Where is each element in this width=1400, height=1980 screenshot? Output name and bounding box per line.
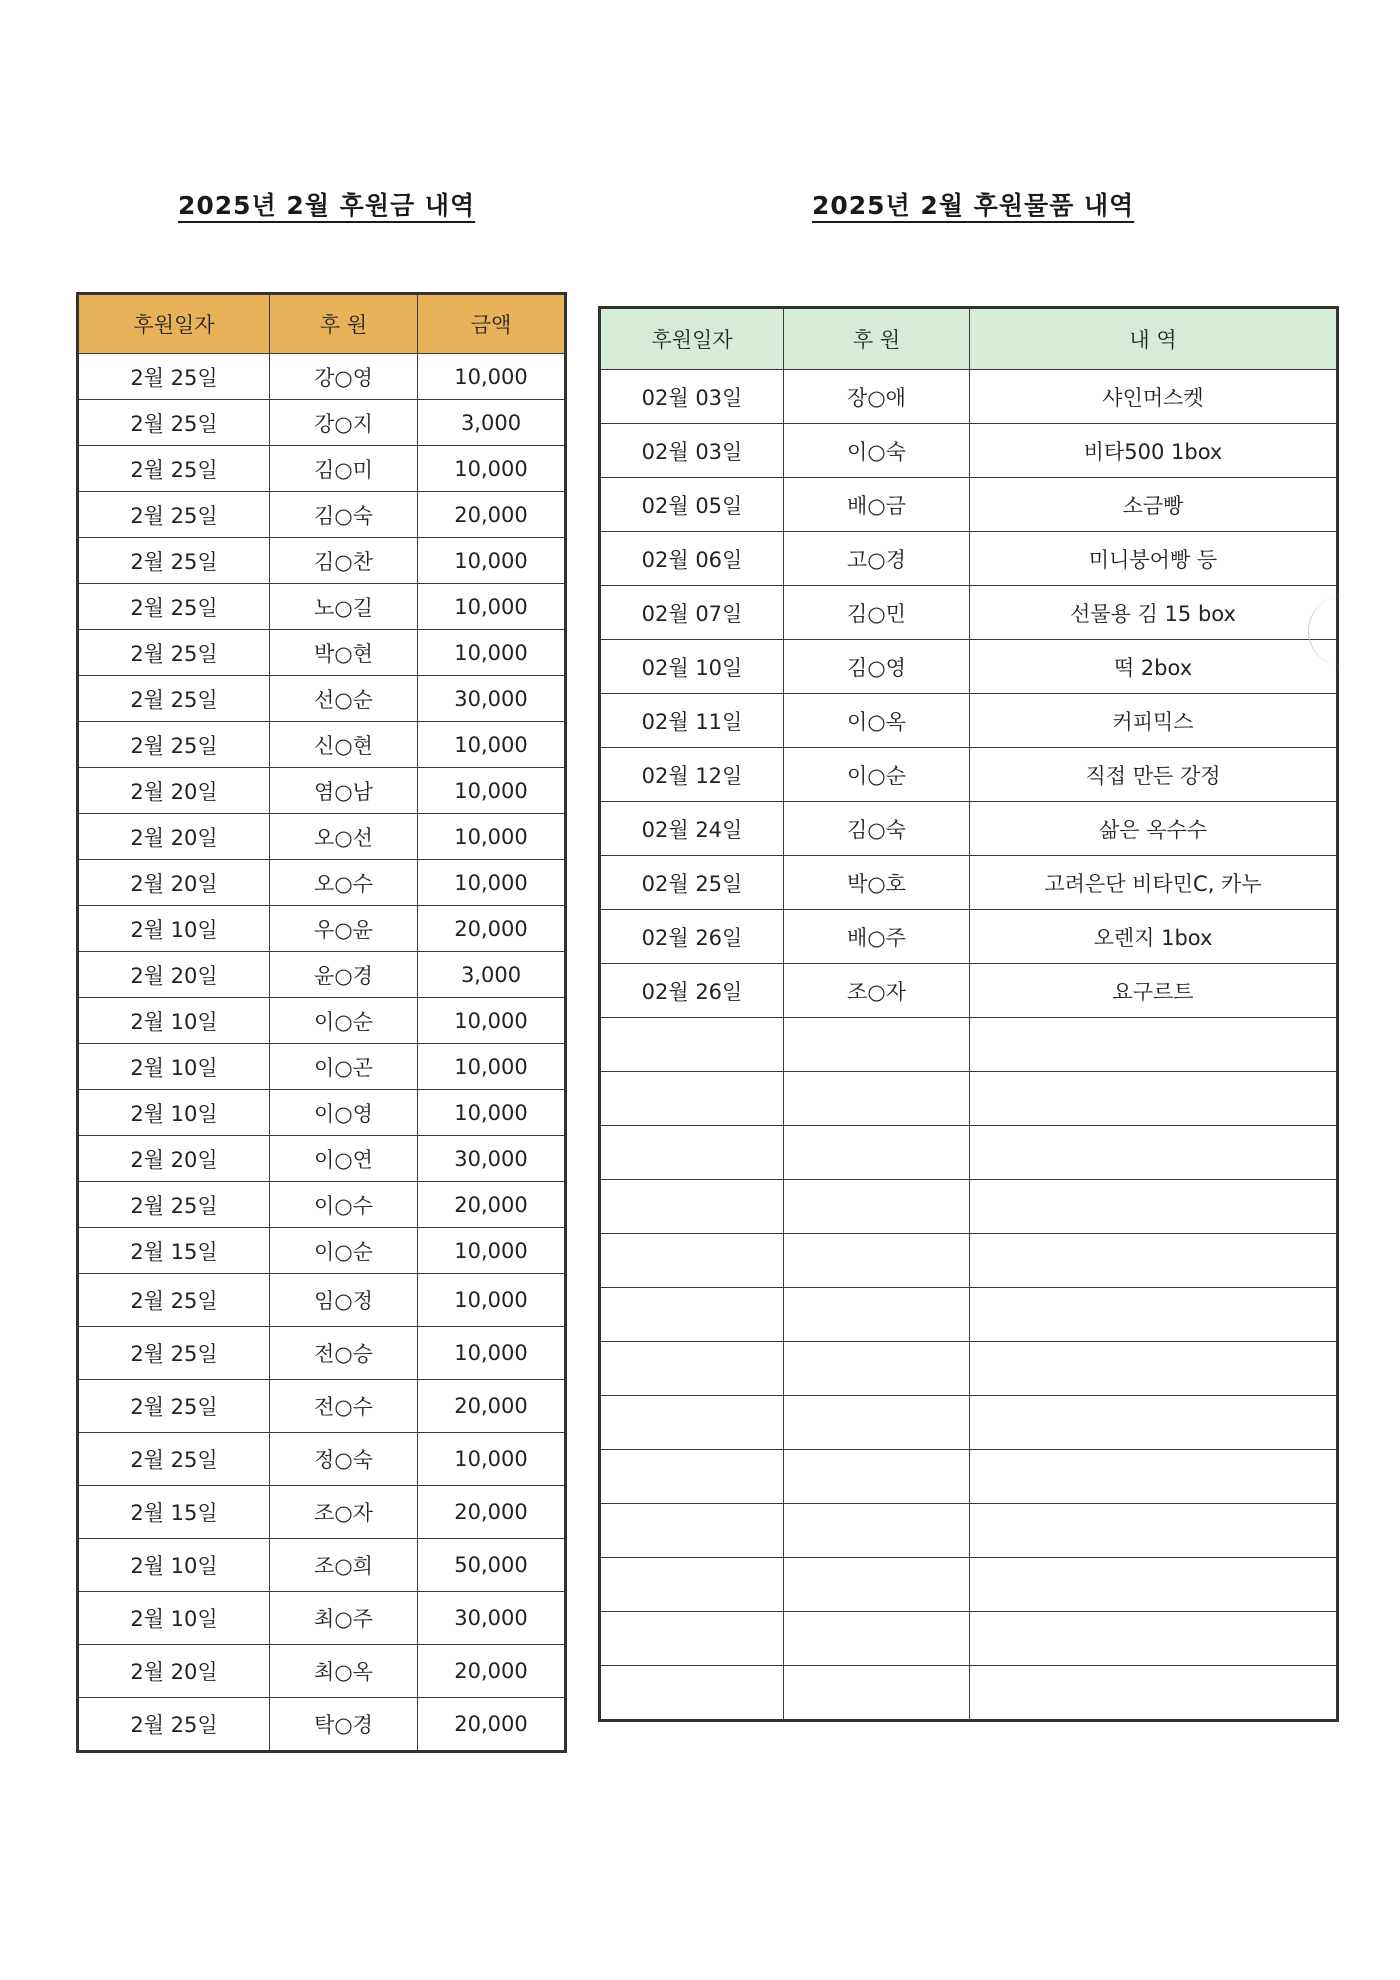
cell-donor [784,1342,970,1396]
cell-donor: 전○수 [270,1380,418,1433]
cell-date: 2월 15일 [78,1486,270,1539]
table-row [78,722,566,768]
table-row [78,1327,566,1380]
cell-date: 02월 11일 [600,694,784,748]
cell-date: 2월 20일 [78,814,270,860]
cell-donor [784,1396,970,1450]
cell-items: 미니붕어빵 등 [970,532,1338,586]
cell-date: 2월 15일 [78,1228,270,1274]
table-row [600,1396,1338,1450]
table-row [600,1288,1338,1342]
table-row [600,910,1338,964]
cell-date: 02월 03일 [600,424,784,478]
cell-donor [784,1072,970,1126]
cell-donor: 최○주 [270,1592,418,1645]
cell-donor: 이○순 [270,1228,418,1274]
cell-amount: 10,000 [418,722,566,768]
header-date: 후원일자 [600,308,784,370]
table-row [78,814,566,860]
cell-date: 2월 20일 [78,952,270,998]
table-row [600,1450,1338,1504]
cell-amount: 3,000 [418,952,566,998]
cell-donor: 신○현 [270,722,418,768]
cell-amount: 20,000 [418,1698,566,1752]
cell-amount: 10,000 [418,630,566,676]
cell-date [600,1234,784,1288]
cell-donor: 정○숙 [270,1433,418,1486]
cell-date: 2월 25일 [78,354,270,400]
cell-date [600,1450,784,1504]
table-row [600,1072,1338,1126]
cell-items: 요구르트 [970,964,1338,1018]
cell-items [970,1666,1338,1721]
cell-amount: 10,000 [418,998,566,1044]
cell-amount: 10,000 [418,538,566,584]
cell-items [970,1018,1338,1072]
table-row [78,1592,566,1645]
table-row [78,1433,566,1486]
table-row [78,1228,566,1274]
cell-donor [784,1234,970,1288]
cell-items: 직접 만든 강정 [970,748,1338,802]
table-row [600,640,1338,694]
cell-donor [784,1558,970,1612]
cell-date: 02월 25일 [600,856,784,910]
table-row [600,802,1338,856]
cell-date: 2월 10일 [78,906,270,952]
cell-donor: 탁○경 [270,1698,418,1752]
table-row [78,630,566,676]
table-row [600,1504,1338,1558]
table-row [78,1380,566,1433]
cell-donor [784,1126,970,1180]
cell-date: 2월 10일 [78,1592,270,1645]
table-row [600,478,1338,532]
cell-date: 2월 25일 [78,400,270,446]
table-row [600,370,1338,424]
cell-amount: 20,000 [418,492,566,538]
table-row [78,768,566,814]
table-row [78,998,566,1044]
cell-amount: 10,000 [418,814,566,860]
cell-items [970,1450,1338,1504]
cell-donor: 이○순 [784,748,970,802]
cell-donor: 김○미 [270,446,418,492]
cell-items: 삶은 옥수수 [970,802,1338,856]
cell-date: 2월 25일 [78,1433,270,1486]
cell-date: 2월 20일 [78,860,270,906]
cell-date [600,1180,784,1234]
cell-amount: 20,000 [418,1182,566,1228]
table-row [600,1234,1338,1288]
cell-amount: 10,000 [418,584,566,630]
table-row [78,906,566,952]
cell-amount: 20,000 [418,1380,566,1433]
cell-amount: 10,000 [418,446,566,492]
cell-amount: 10,000 [418,1228,566,1274]
table-row [78,446,566,492]
cell-items: 소금빵 [970,478,1338,532]
cell-date [600,1504,784,1558]
cell-donor: 이○순 [270,998,418,1044]
cell-donor: 윤○경 [270,952,418,998]
cell-items: 선물용 김 15 box [970,586,1338,640]
cell-donor [784,1180,970,1234]
table-row [78,538,566,584]
cell-date: 2월 20일 [78,1136,270,1182]
cell-date: 02월 07일 [600,586,784,640]
table-row [78,400,566,446]
cell-date: 2월 25일 [78,446,270,492]
cell-amount: 20,000 [418,906,566,952]
cell-amount: 20,000 [418,1645,566,1698]
cell-date: 02월 03일 [600,370,784,424]
scan-edge-mark [1308,596,1389,666]
table-row [78,1645,566,1698]
cell-donor: 이○옥 [784,694,970,748]
cell-amount: 10,000 [418,1327,566,1380]
cell-donor: 최○옥 [270,1645,418,1698]
table-row [78,1090,566,1136]
table-row [78,676,566,722]
table-row [600,694,1338,748]
table-row [600,1612,1338,1666]
cell-donor: 노○길 [270,584,418,630]
table-row [600,1342,1338,1396]
header-amount: 금액 [418,294,566,354]
cell-items [970,1558,1338,1612]
cell-donor: 배○금 [784,478,970,532]
cell-donor [784,1666,970,1721]
cell-donor: 조○자 [270,1486,418,1539]
table-row [600,424,1338,478]
cell-donor: 이○숙 [784,424,970,478]
cell-items: 샤인머스켓 [970,370,1338,424]
cell-amount: 10,000 [418,1090,566,1136]
cell-items: 떡 2box [970,640,1338,694]
cell-donor: 장○애 [784,370,970,424]
cell-date [600,1558,784,1612]
cell-date [600,1342,784,1396]
cell-items [970,1234,1338,1288]
cell-date [600,1612,784,1666]
header-donor: 후 원 [784,308,970,370]
table-row [600,1018,1338,1072]
cell-items [970,1396,1338,1450]
table-row [78,952,566,998]
cell-donor: 조○자 [784,964,970,1018]
header-items: 내 역 [970,308,1338,370]
cell-date: 02월 05일 [600,478,784,532]
table-row [78,354,566,400]
cell-donor [784,1288,970,1342]
cell-date: 2월 25일 [78,584,270,630]
table-row [78,1182,566,1228]
cell-date [600,1126,784,1180]
cell-date [600,1666,784,1721]
cell-date: 2월 25일 [78,538,270,584]
cell-date: 02월 10일 [600,640,784,694]
cell-donor: 이○연 [270,1136,418,1182]
table-row [600,586,1338,640]
cell-date: 2월 25일 [78,1698,270,1752]
cell-donor [784,1612,970,1666]
cell-donor: 선○순 [270,676,418,722]
table-row [600,532,1338,586]
table-row [78,1698,566,1752]
table-row [78,584,566,630]
header-date: 후원일자 [78,294,270,354]
cell-donor: 박○현 [270,630,418,676]
cell-donor: 김○숙 [270,492,418,538]
cell-donor: 오○선 [270,814,418,860]
cell-amount: 10,000 [418,1274,566,1327]
cell-date: 02월 12일 [600,748,784,802]
cell-amount: 10,000 [418,1044,566,1090]
cell-donor: 우○윤 [270,906,418,952]
cell-date: 2월 25일 [78,1182,270,1228]
cell-date: 02월 26일 [600,910,784,964]
cell-items [970,1072,1338,1126]
cell-date: 2월 25일 [78,722,270,768]
cell-items [970,1126,1338,1180]
cell-donor: 임○정 [270,1274,418,1327]
cell-date: 02월 06일 [600,532,784,586]
cell-date [600,1396,784,1450]
cell-donor: 고○경 [784,532,970,586]
cell-date: 2월 25일 [78,1380,270,1433]
cell-donor: 김○찬 [270,538,418,584]
cell-items: 비타500 1box [970,424,1338,478]
cell-amount: 10,000 [418,860,566,906]
table-row [600,856,1338,910]
table-row [600,964,1338,1018]
cell-date: 2월 25일 [78,630,270,676]
cell-date [600,1288,784,1342]
cell-items: 고려은단 비타민C, 카누 [970,856,1338,910]
cell-amount: 50,000 [418,1539,566,1592]
cell-date: 2월 10일 [78,1539,270,1592]
cell-date [600,1018,784,1072]
cell-date: 2월 20일 [78,1645,270,1698]
cell-amount: 30,000 [418,1136,566,1182]
cell-date: 02월 26일 [600,964,784,1018]
donation-goods-title: 2025년 2월 후원물품 내역 [812,191,1135,220]
table-row [78,1044,566,1090]
cell-date [600,1072,784,1126]
cell-donor: 염○남 [270,768,418,814]
cell-items: 커피믹스 [970,694,1338,748]
cell-date: 2월 25일 [78,1327,270,1380]
table-row [78,1136,566,1182]
cell-amount: 30,000 [418,676,566,722]
donation-money-title: 2025년 2월 후원금 내역 [178,191,476,220]
cell-donor: 이○곤 [270,1044,418,1090]
cell-donor [784,1504,970,1558]
cell-amount: 20,000 [418,1486,566,1539]
cell-amount: 10,000 [418,1433,566,1486]
cell-donor: 김○영 [784,640,970,694]
table-row [78,860,566,906]
cell-items [970,1612,1338,1666]
cell-items [970,1288,1338,1342]
header-donor: 후 원 [270,294,418,354]
cell-date: 2월 20일 [78,768,270,814]
table-row [600,1180,1338,1234]
cell-date: 2월 10일 [78,1090,270,1136]
cell-date: 2월 10일 [78,998,270,1044]
cell-amount: 10,000 [418,768,566,814]
table-header-row [600,308,1338,370]
table-row [600,1666,1338,1721]
cell-amount: 3,000 [418,400,566,446]
cell-donor: 전○승 [270,1327,418,1380]
cell-amount: 10,000 [418,354,566,400]
table-row [78,1274,566,1327]
cell-donor: 강○영 [270,354,418,400]
table-header-row [78,294,566,354]
cell-donor [784,1018,970,1072]
table-row [78,1486,566,1539]
cell-donor: 배○주 [784,910,970,964]
table-row [78,492,566,538]
donation-goods-table [598,306,1339,1722]
table-row [600,748,1338,802]
cell-donor: 이○수 [270,1182,418,1228]
cell-amount: 30,000 [418,1592,566,1645]
cell-items [970,1180,1338,1234]
cell-date: 02월 24일 [600,802,784,856]
cell-donor: 강○지 [270,400,418,446]
table-row [78,1539,566,1592]
cell-date: 2월 25일 [78,1274,270,1327]
cell-donor: 박○호 [784,856,970,910]
cell-donor: 이○영 [270,1090,418,1136]
cell-date: 2월 10일 [78,1044,270,1090]
donation-money-table [76,292,567,1753]
cell-items [970,1342,1338,1396]
cell-donor: 김○민 [784,586,970,640]
cell-items: 오렌지 1box [970,910,1338,964]
cell-donor: 김○숙 [784,802,970,856]
table-row [600,1558,1338,1612]
table-row [600,1126,1338,1180]
cell-donor: 조○희 [270,1539,418,1592]
cell-date: 2월 25일 [78,492,270,538]
cell-donor: 오○수 [270,860,418,906]
cell-donor [784,1450,970,1504]
cell-items [970,1504,1338,1558]
cell-date: 2월 25일 [78,676,270,722]
